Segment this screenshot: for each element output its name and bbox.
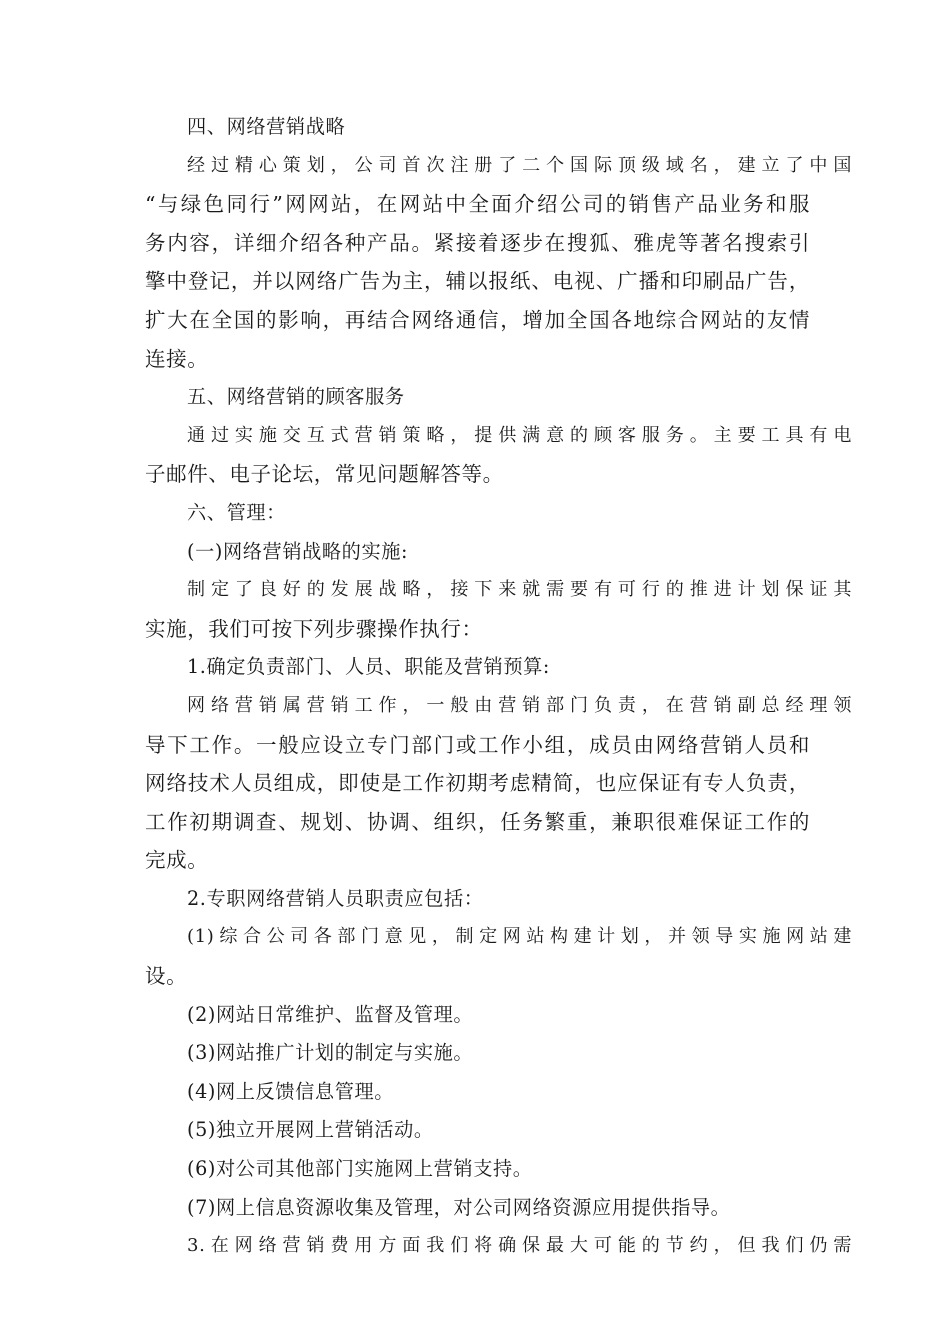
text-line: 实施，我们可按下列步骤操作执行：: [145, 616, 483, 641]
text-line: (4)网上反馈信息管理。: [187, 1079, 395, 1103]
text-line: 六、管理：: [187, 500, 286, 524]
text-line: 2.专职网络营销人员职责应包括：: [187, 886, 484, 910]
text-line: 擎中登记，并以网络广告为主，辅以报纸、电视、广播和印刷品广告，: [145, 269, 810, 294]
text-line: (一)网络营销战略的实施:: [187, 539, 409, 563]
text-line: “与绿色同行”网网站，在网站中全面介绍公司的销售产品业务和服: [145, 192, 810, 217]
text-line: 工作初期调查、规划、协调、组织，任务繁重，兼职很难保证工作的: [145, 809, 810, 834]
text-line: 通过实施交互式营销策略，提供满意的顾客服务。主要工具有电: [187, 424, 852, 446]
text-line: 子邮件、电子论坛，常见问题解答等。: [145, 462, 504, 487]
text-line: 连接。: [145, 346, 209, 371]
text-line: (1)综合公司各部门意见，制定网站构建计划，并领导实施网站建: [187, 926, 852, 948]
text-line: (6)对公司其他部门实施网上营销支持。: [187, 1157, 533, 1181]
text-line: 务内容，详细介绍各种产品。紧接着逐步在搜狐、雅虎等著名搜索引: [145, 230, 810, 255]
text-line: 网络营销属营销工作，一般由营销部门负责，在营销副总经理领: [187, 694, 852, 716]
text-line: 五、网络营销的顾客服务: [187, 385, 405, 409]
text-line: 设。: [145, 964, 188, 989]
text-line: (5)独立开展网上营销活动。: [187, 1118, 434, 1142]
document-body: [145, 108, 852, 1266]
text-line: 3.在网络营销费用方面我们将确保最大可能的节约，但我们仍需: [187, 1235, 852, 1257]
text-line: 导下工作。一般应设立专门部门或工作小组，成员由网络营销人员和: [145, 732, 810, 757]
text-line: 四、网络营销战略: [187, 115, 346, 138]
text-line: 1.确定负责部门、人员、职能及营销预算:: [187, 655, 550, 679]
text-line: 完成。: [145, 848, 209, 873]
text-line: (7)网上信息资源收集及管理，对公司网络资源应用提供指导。: [187, 1195, 731, 1219]
text-line: 扩大在全国的影响，再结合网络通信，增加全国各地综合网站的友情: [145, 307, 810, 332]
text-line: 经过精心策划，公司首次注册了二个国际顶级域名，建立了中国: [187, 154, 852, 176]
text-line: 制定了良好的发展战略，接下来就需要有可行的推进计划保证其: [187, 579, 852, 601]
text-line: (3)网站推广计划的制定与实施。: [187, 1041, 474, 1065]
text-line: (2)网站日常维护、监督及管理。: [187, 1002, 474, 1026]
text-line: 网络技术人员组成，即使是工作初期考虑精简，也应保证有专人负责，: [145, 771, 810, 796]
